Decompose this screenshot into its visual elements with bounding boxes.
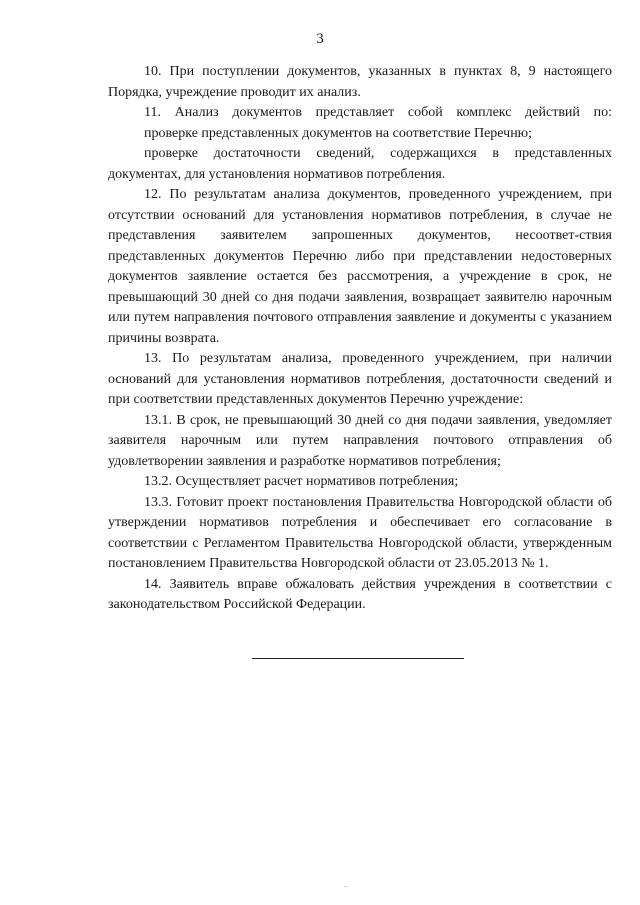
paragraph-13-1: 13.1. В срок, не превышающий 30 дней со дня подачи заявления, уведомляет заявителя нарочным или путем направления почтового отправления об удовлетворении заявления и разработке нормативов потребления; xyxy=(108,412,612,469)
closing-divider xyxy=(252,658,464,659)
paragraph-11-item-1: проверке представленных документов на соответствие Перечню; xyxy=(144,125,533,141)
paragraph-13: 13. По результатам анализа, проведенного учреждением, при наличии оснований для установления нормативов потребления, достаточности сведений и при соответствии представленных документов Перечню учреждение: xyxy=(108,351,612,407)
paragraph-11: 11. Анализ документов представляет собой комплекс действий по: xyxy=(144,105,612,120)
paragraph-12: 12. По результатам анализа документов, проведенного учреждением, при отсутствии оснований для установления нормативов потребления, в случае не представления заявителем запрошенных документов, несоответ-ствия представленных документов Перечню либо при представлении недостоверных документов заявление остается без рассмотрения, а учреждение в срок, не превышающий 30 дней со дня подачи заявления, возвращает заявителю нарочным или путем направления почтового отправления заявление и документы с указанием причины возврата. xyxy=(108,187,612,346)
scan-speck xyxy=(345,886,347,887)
page-number: 3 xyxy=(316,31,324,47)
paragraph-14: 14. Заявитель вправе обжаловать действия учреждения в соответствии с законодательством Российской Федерации. xyxy=(108,576,612,612)
paragraph-13-3: 13.3. Готовит проект постановления Правительства Новгородской области об утверждении нормативов потребления и обеспечивает его согласование в соответствии с Регламентом Правительства Новгородской области, утвержденным постановлением Правительства Новгородской области от 23.05.2013 № 1. xyxy=(108,494,612,571)
paragraph-10: 10. При поступлении документов, указанных в пунктах 8, 9 настоящего Порядка, учреждение проводит их анализ. xyxy=(108,64,612,100)
paragraph-11-item-2: проверке достаточности сведений, содержащихся в представленных документах, для установления нормативов потребления. xyxy=(108,146,612,182)
paragraph-13-2: 13.2. Осуществляет расчет нормативов потребления; xyxy=(144,474,459,489)
document-body xyxy=(108,62,612,616)
